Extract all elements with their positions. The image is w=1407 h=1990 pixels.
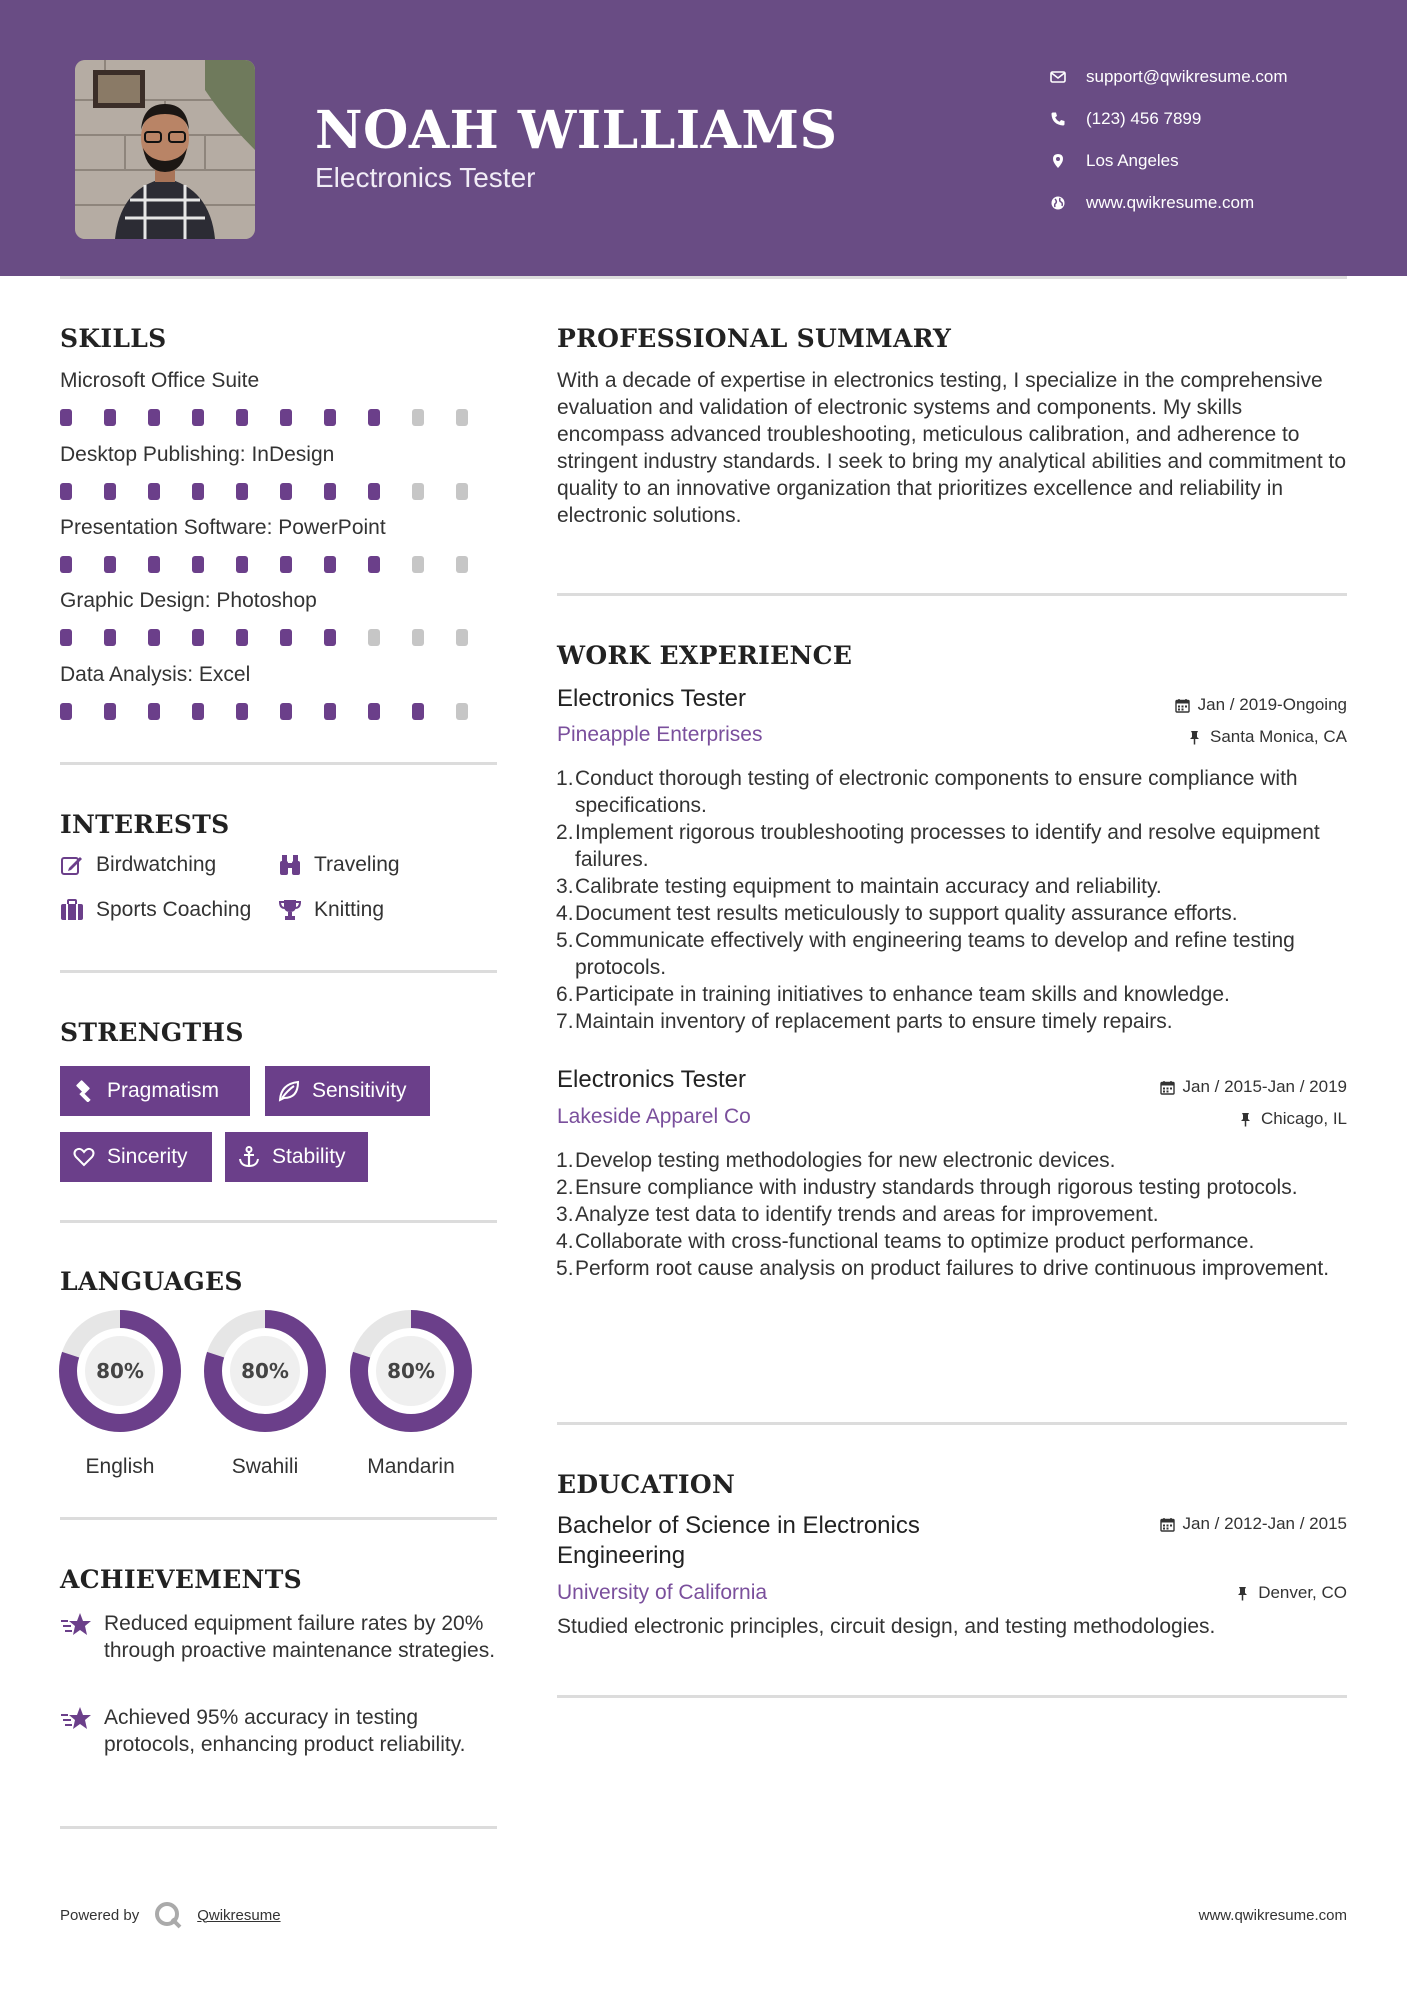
calendar-icon bbox=[1160, 1080, 1175, 1095]
duty-item: Conduct thorough testing of electronic components to ensure compliance with specifications. bbox=[575, 767, 1298, 817]
rating-dot-empty bbox=[456, 703, 468, 720]
rating-dot-filled bbox=[324, 556, 336, 573]
job-duties bbox=[575, 1147, 1355, 1282]
qwikresume-logo-icon bbox=[153, 1900, 183, 1930]
interest-item bbox=[278, 898, 384, 922]
strength-label: Stability bbox=[272, 1145, 346, 1168]
job-dates bbox=[1160, 1077, 1347, 1097]
strength-tag bbox=[60, 1132, 212, 1182]
pushpin-icon bbox=[1238, 1112, 1253, 1127]
divider bbox=[60, 970, 497, 973]
rating-dot-empty bbox=[456, 409, 468, 426]
rating-dot-filled bbox=[236, 703, 248, 720]
footer-powered-by bbox=[60, 1900, 281, 1930]
rating-dot-filled bbox=[104, 629, 116, 646]
interest-label: Knitting bbox=[314, 898, 385, 921]
education-description: Studied electronic principles, circuit design, and testing methodologies. bbox=[557, 1615, 1216, 1638]
rating-dot-filled bbox=[192, 409, 204, 426]
profile-photo bbox=[75, 60, 255, 239]
education-dates bbox=[1160, 1514, 1347, 1534]
duty-item: Calibrate testing equipment to maintain accuracy and reliability. bbox=[575, 875, 1162, 898]
rating-dot-filled bbox=[60, 409, 72, 426]
contact-location bbox=[1050, 140, 1288, 182]
achievement-item bbox=[60, 1704, 500, 1758]
interests-heading: INTERESTS bbox=[60, 810, 230, 839]
duty-item: Implement rigorous troubleshooting processes to identify and resolve equipment failures. bbox=[575, 821, 1320, 871]
education-location bbox=[1235, 1583, 1347, 1603]
duty-item: Perform root cause analysis on product failures to drive continuous improvement. bbox=[575, 1257, 1330, 1280]
strength-tag bbox=[225, 1132, 368, 1182]
rating-dot-filled bbox=[192, 629, 204, 646]
achievements-heading: ACHIEVEMENTS bbox=[60, 1565, 302, 1594]
pencil-square-icon bbox=[60, 854, 84, 876]
rating-dot-filled bbox=[236, 629, 248, 646]
rating-dot-filled bbox=[236, 409, 248, 426]
rating-dot-filled bbox=[104, 556, 116, 573]
candidate-title: Electronics Tester bbox=[315, 162, 536, 193]
rating-dot-filled bbox=[368, 556, 380, 573]
job-location bbox=[1187, 727, 1347, 747]
divider bbox=[557, 593, 1347, 596]
language-percent: 80% bbox=[96, 1359, 144, 1383]
skill-rating bbox=[60, 409, 500, 426]
rating-dot-filled bbox=[280, 629, 292, 646]
contact-list bbox=[1050, 56, 1288, 224]
language-gauge bbox=[59, 1310, 181, 1432]
rating-dot-filled bbox=[280, 483, 292, 500]
language-item bbox=[350, 1310, 472, 1479]
summary-text: With a decade of expertise in electronics testing, I specialize in the comprehensive evaluation and validation of electronic systems and components. My skills encompass advanced troubleshooting, meticulous calibration, and adherence to stringent industry standards. I seek to bring my analytical abilities and commitment to quality to an innovative organization that prioritizes excellence and reliability in electronic solutions. bbox=[557, 369, 1347, 527]
rating-dot-filled bbox=[236, 483, 248, 500]
interest-item bbox=[278, 853, 400, 877]
skill-name: Graphic Design: Photoshop bbox=[60, 589, 317, 612]
skills-heading: SKILLS bbox=[60, 324, 167, 353]
strength-label: Sincerity bbox=[107, 1145, 188, 1168]
globe-icon bbox=[1050, 195, 1066, 211]
skill-item bbox=[60, 369, 500, 426]
education-dates-text: Jan / 2012-Jan / 2015 bbox=[1182, 1514, 1347, 1533]
rating-dot-filled bbox=[324, 409, 336, 426]
envelope-icon bbox=[1050, 69, 1066, 85]
duty-item: Ensure compliance with industry standards through rigorous testing protocols. bbox=[575, 1176, 1298, 1199]
interest-label: Birdwatching bbox=[96, 853, 217, 876]
briefcase-icon bbox=[60, 899, 84, 921]
interest-item bbox=[60, 898, 251, 922]
rating-dot-filled bbox=[60, 629, 72, 646]
education-location-text: Denver, CO bbox=[1258, 1583, 1347, 1602]
achievement-text: Achieved 95% accuracy in testing protocols, enhancing product reliability. bbox=[104, 1706, 466, 1756]
skill-rating bbox=[60, 703, 500, 720]
rating-dot-filled bbox=[104, 483, 116, 500]
rating-dot-filled bbox=[368, 703, 380, 720]
duty-item: Communicate effectively with engineering teams to develop and refine testing protocols. bbox=[575, 929, 1295, 979]
job-location-text: Santa Monica, CA bbox=[1209, 727, 1347, 746]
languages-heading: LANGUAGES bbox=[60, 1267, 243, 1296]
pushpin-icon bbox=[1235, 1586, 1250, 1601]
duty-item: Collaborate with cross-functional teams to optimize product performance. bbox=[575, 1230, 1255, 1253]
language-gauge bbox=[350, 1310, 472, 1432]
trophy-icon bbox=[278, 899, 302, 921]
strength-label: Sensitivity bbox=[312, 1079, 407, 1102]
rating-dot-empty bbox=[456, 483, 468, 500]
contact-email-text: support@qwikresume.com bbox=[1086, 67, 1288, 86]
divider bbox=[557, 1422, 1347, 1425]
skill-item bbox=[60, 443, 500, 500]
work-heading: WORK EXPERIENCE bbox=[557, 641, 853, 670]
language-name: Swahili bbox=[231, 1455, 299, 1478]
rating-dot-filled bbox=[148, 409, 160, 426]
duty-item: Maintain inventory of replacement parts to ensure timely repairs. bbox=[575, 1010, 1173, 1033]
skill-item bbox=[60, 663, 500, 720]
skill-name: Presentation Software: PowerPoint bbox=[60, 516, 386, 539]
rating-dot-filled bbox=[280, 703, 292, 720]
rating-dot-filled bbox=[192, 483, 204, 500]
contact-phone[interactable] bbox=[1050, 98, 1288, 140]
achievement-text: Reduced equipment failure rates by 20% through proactive maintenance strategies. bbox=[104, 1612, 496, 1662]
degree-title-line2: Engineering bbox=[557, 1542, 686, 1569]
interest-label: Sports Coaching bbox=[96, 898, 252, 921]
rating-dot-filled bbox=[368, 409, 380, 426]
divider bbox=[557, 1695, 1347, 1698]
rating-dot-filled bbox=[60, 703, 72, 720]
skill-rating bbox=[60, 556, 500, 573]
contact-website-text: www.qwikresume.com bbox=[1086, 193, 1255, 212]
qwikresume-link[interactable]: Qwikresume bbox=[197, 1906, 281, 1924]
header-divider bbox=[60, 276, 1347, 279]
footer-website[interactable]: www.qwikresume.com bbox=[1198, 1907, 1347, 1924]
skill-rating bbox=[60, 483, 500, 500]
rating-dot-filled bbox=[280, 556, 292, 573]
rating-dot-filled bbox=[60, 556, 72, 573]
calendar-icon bbox=[1160, 1517, 1175, 1532]
rating-dot-empty bbox=[412, 629, 424, 646]
rating-dot-filled bbox=[280, 409, 292, 426]
rating-dot-filled bbox=[148, 483, 160, 500]
calendar-icon bbox=[1175, 698, 1190, 713]
rating-dot-filled bbox=[148, 629, 160, 646]
rating-dot-empty bbox=[456, 556, 468, 573]
rating-dot-filled bbox=[412, 703, 424, 720]
interest-item bbox=[60, 853, 216, 877]
rating-dot-empty bbox=[412, 483, 424, 500]
language-gauge bbox=[204, 1310, 326, 1432]
anchor-icon bbox=[238, 1146, 260, 1168]
rating-dot-empty bbox=[368, 629, 380, 646]
job-dates-text: Jan / 2019-Ongoing bbox=[1197, 695, 1347, 714]
job-location-text: Chicago, IL bbox=[1261, 1109, 1347, 1128]
duty-item: Analyze test data to identify trends and areas for improvement. bbox=[575, 1203, 1159, 1226]
rating-dot-filled bbox=[236, 556, 248, 573]
phone-icon bbox=[1050, 111, 1066, 127]
skill-name: Microsoft Office Suite bbox=[60, 369, 260, 392]
duty-item: Develop testing methodologies for new electronic devices. bbox=[575, 1149, 1116, 1172]
language-percent: 80% bbox=[387, 1359, 435, 1383]
school-name: University of California bbox=[557, 1581, 768, 1604]
rating-dot-filled bbox=[148, 703, 160, 720]
map-pin-icon bbox=[1050, 153, 1066, 169]
strength-tag bbox=[60, 1066, 250, 1116]
leaf-icon bbox=[278, 1080, 300, 1102]
skill-name: Data Analysis: Excel bbox=[60, 663, 251, 686]
language-percent: 80% bbox=[241, 1359, 289, 1383]
company-name: Lakeside Apparel Co bbox=[557, 1105, 751, 1128]
powered-by-label: Powered by bbox=[60, 1906, 140, 1924]
language-name: English bbox=[85, 1455, 155, 1478]
summary-heading: PROFESSIONAL SUMMARY bbox=[557, 324, 952, 353]
job-duties bbox=[575, 765, 1355, 1035]
rating-dot-empty bbox=[456, 629, 468, 646]
language-item bbox=[204, 1310, 326, 1479]
duty-item: Participate in training initiatives to enhance team skills and knowledge. bbox=[575, 983, 1230, 1006]
pushpin-icon bbox=[1187, 730, 1202, 745]
gavel-icon bbox=[73, 1080, 95, 1102]
skill-item bbox=[60, 589, 500, 646]
divider bbox=[60, 1517, 497, 1520]
job-dates-text: Jan / 2015-Jan / 2019 bbox=[1182, 1077, 1347, 1096]
strength-tag bbox=[265, 1066, 430, 1116]
skill-name: Desktop Publishing: InDesign bbox=[60, 443, 335, 466]
divider bbox=[60, 1220, 497, 1223]
rating-dot-filled bbox=[368, 483, 380, 500]
rating-dot-filled bbox=[60, 483, 72, 500]
contact-location-text: Los Angeles bbox=[1086, 151, 1179, 170]
contact-website[interactable] bbox=[1050, 182, 1288, 224]
rating-dot-filled bbox=[324, 483, 336, 500]
skill-rating bbox=[60, 629, 500, 646]
rating-dot-filled bbox=[324, 629, 336, 646]
rating-dot-empty bbox=[412, 556, 424, 573]
job-dates bbox=[1175, 695, 1347, 715]
job-title: Electronics Tester bbox=[557, 1066, 746, 1093]
heart-icon bbox=[73, 1146, 95, 1168]
education-heading: EDUCATION bbox=[557, 1470, 736, 1499]
strengths-heading: STRENGTHS bbox=[60, 1018, 244, 1047]
skill-item bbox=[60, 516, 500, 573]
rating-dot-filled bbox=[192, 703, 204, 720]
achievement-item bbox=[60, 1610, 500, 1664]
divider bbox=[60, 762, 497, 765]
language-item bbox=[59, 1310, 181, 1479]
star-icon bbox=[60, 1612, 92, 1638]
job-location bbox=[1238, 1109, 1347, 1129]
degree-title: Bachelor of Science in Electronics bbox=[557, 1512, 920, 1539]
rating-dot-empty bbox=[412, 409, 424, 426]
contact-phone-text: (123) 456 7899 bbox=[1086, 109, 1202, 128]
divider bbox=[60, 1826, 497, 1829]
resume-header bbox=[0, 0, 1407, 276]
rating-dot-filled bbox=[104, 703, 116, 720]
rating-dot-filled bbox=[192, 556, 204, 573]
star-icon bbox=[60, 1706, 92, 1732]
rating-dot-filled bbox=[324, 703, 336, 720]
job-title: Electronics Tester bbox=[557, 685, 746, 712]
rating-dot-filled bbox=[104, 409, 116, 426]
rating-dot-filled bbox=[148, 556, 160, 573]
company-name: Pineapple Enterprises bbox=[557, 723, 763, 746]
interest-label: Traveling bbox=[314, 853, 400, 876]
language-name: Mandarin bbox=[367, 1455, 455, 1478]
duty-item: Document test results meticulously to support quality assurance efforts. bbox=[575, 902, 1238, 925]
strength-label: Pragmatism bbox=[107, 1079, 220, 1102]
contact-email[interactable] bbox=[1050, 56, 1288, 98]
candidate-name: NOAH WILLIAMS bbox=[315, 100, 838, 161]
binoculars-icon bbox=[278, 854, 302, 876]
